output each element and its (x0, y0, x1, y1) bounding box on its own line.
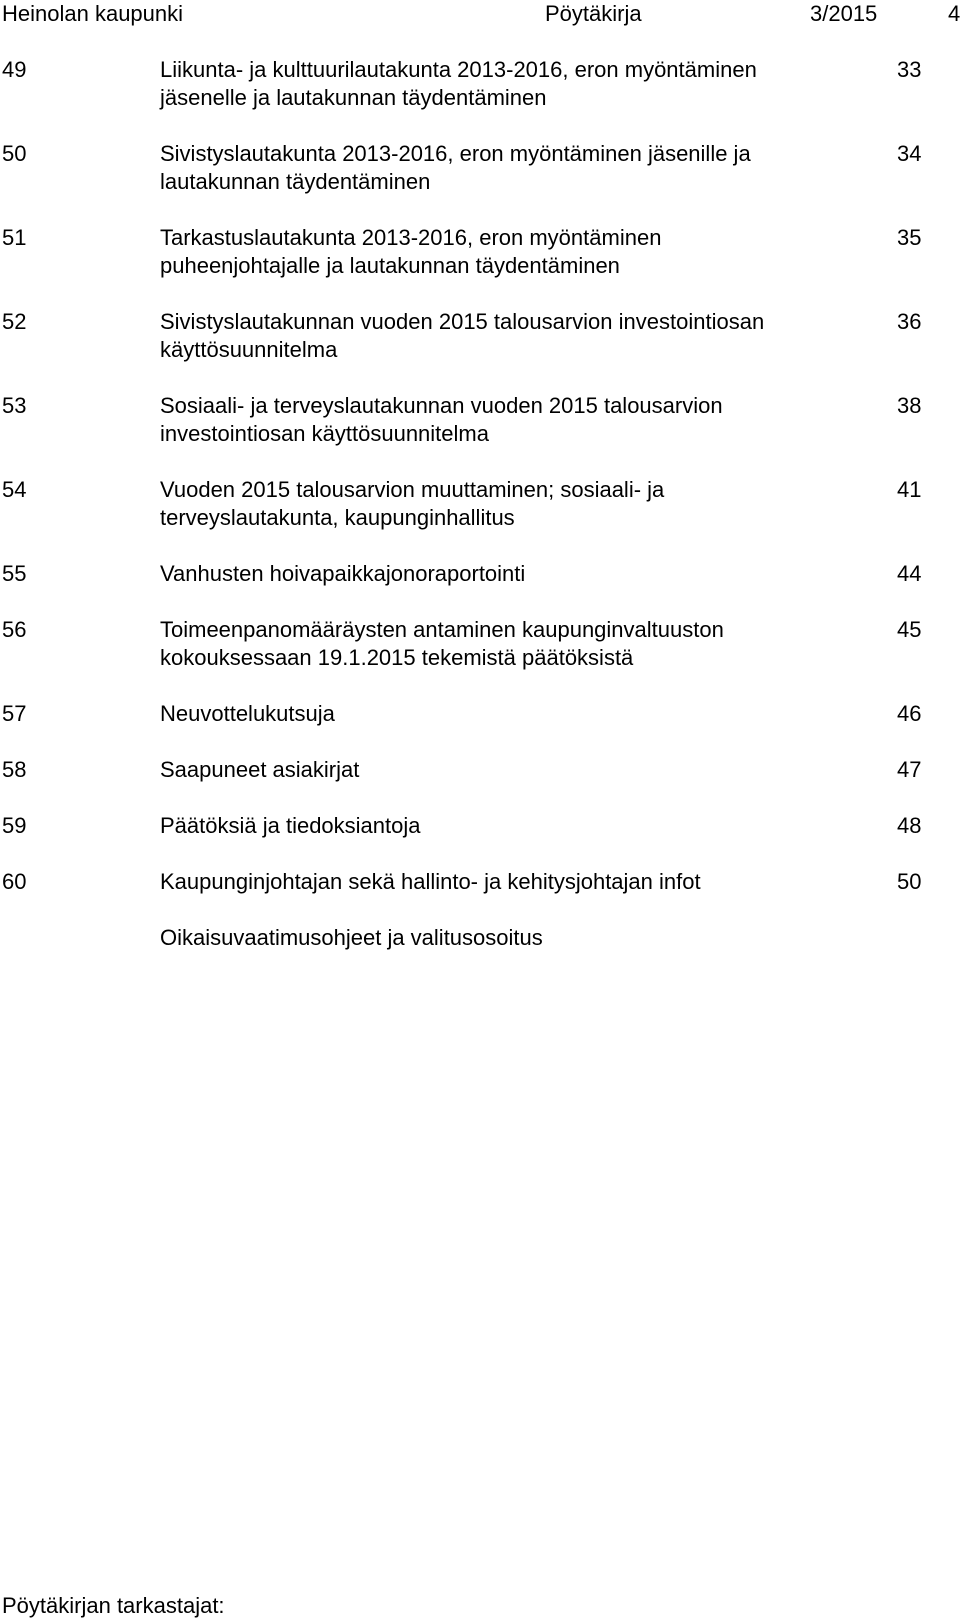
item-page: 44 (897, 561, 922, 586)
page-number: 4 (948, 1, 960, 26)
item-title: Päätöksiä ja tiedoksiantoja (160, 813, 421, 838)
agenda-item (0, 868, 960, 924)
agenda-item (0, 756, 960, 812)
item-number: 52 (2, 309, 27, 334)
item-page: 35 (897, 225, 922, 250)
document-number: 3/2015 (810, 1, 878, 26)
item-title: Toimeenpanomääräysten antaminen kaupunginvaltuuston kokouksessaan 19.1.2015 tekemistä päätöksistä (160, 617, 724, 670)
item-number: 50 (2, 141, 27, 166)
item-page: 45 (897, 617, 922, 642)
organization-name: Heinolan kaupunki (2, 1, 184, 26)
item-page: 46 (897, 701, 922, 726)
item-number: 59 (2, 813, 27, 838)
item-page: 36 (897, 309, 922, 334)
agenda-item (0, 476, 960, 560)
item-title: Liikunta- ja kulttuurilautakunta 2013-2016, eron myöntäminen jäsenelle ja lautakunnan täydentäminen (160, 57, 757, 110)
item-title: Kaupunginjohtajan sekä hallinto- ja kehitysjohtajan infot (160, 869, 701, 894)
item-number: 56 (2, 617, 27, 642)
item-title: Vanhusten hoivapaikkajonoraportointi (160, 561, 526, 586)
item-number: 49 (2, 57, 27, 82)
agenda-item (0, 700, 960, 756)
item-page: 41 (897, 477, 922, 502)
item-page: 38 (897, 393, 922, 418)
item-title: Sivistyslautakunnan vuoden 2015 talousarvion investointiosan käyttösuunnitelma (160, 309, 765, 362)
document-type: Pöytäkirja (545, 1, 642, 26)
agenda-item (0, 140, 960, 224)
item-page: 47 (897, 757, 922, 782)
item-number: 53 (2, 393, 27, 418)
page-header (0, 0, 960, 28)
agenda-item (0, 924, 960, 980)
item-number: 57 (2, 701, 27, 726)
item-number: 58 (2, 757, 27, 782)
item-title: Oikaisuvaatimusohjeet ja valitusosoitus (160, 925, 543, 950)
item-title: Saapuneet asiakirjat (160, 757, 360, 782)
item-page: 50 (897, 869, 922, 894)
reviewers-label: Pöytäkirjan tarkastajat: (2, 1593, 225, 1618)
agenda-item (0, 224, 960, 308)
item-number: 55 (2, 561, 27, 586)
agenda-item (0, 392, 960, 476)
agenda-item (0, 616, 960, 700)
item-number: 60 (2, 869, 27, 894)
item-title: Vuoden 2015 talousarvion muuttaminen; sosiaali- ja terveyslautakunta, kaupunginhallitus (160, 477, 665, 530)
item-number: 51 (2, 225, 27, 250)
item-title: Sivistyslautakunta 2013-2016, eron myöntäminen jäsenille ja lautakunnan täydentäminen (160, 141, 751, 194)
agenda-item (0, 812, 960, 868)
item-page: 33 (897, 57, 922, 82)
item-page: 48 (897, 813, 922, 838)
agenda-list (0, 56, 960, 980)
item-page: 34 (897, 141, 922, 166)
item-title: Neuvottelukutsuja (160, 701, 335, 726)
item-title: Sosiaali- ja terveyslautakunnan vuoden 2015 talousarvion investointiosan käyttösuunnitelma (160, 393, 723, 446)
agenda-item (0, 308, 960, 392)
item-number: 54 (2, 477, 27, 502)
agenda-item (0, 56, 960, 140)
item-title: Tarkastuslautakunta 2013-2016, eron myöntäminen puheenjohtajalle ja lautakunnan täydentäminen (160, 225, 662, 278)
agenda-item (0, 560, 960, 616)
